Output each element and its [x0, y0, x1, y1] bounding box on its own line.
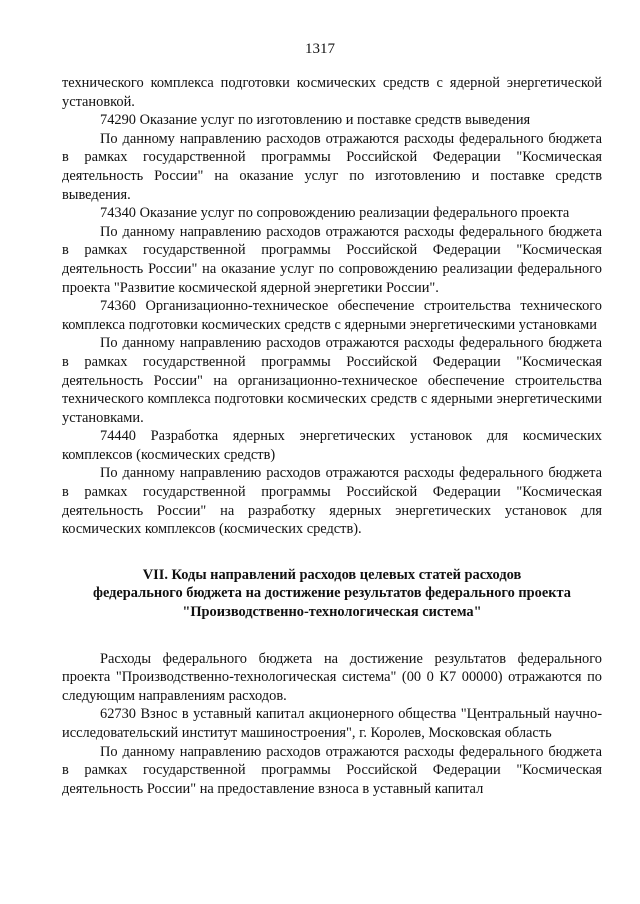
expense-code-heading-74360: 74360 Организационно-техническое обеспечение строительства технического комплекса подготовки космических средств с ядерными энергетическими установками	[62, 298, 602, 333]
expense-code-heading-62730: 62730 Взнос в уставный капитал акционерного общества "Центральный научно-исследовательский институт машиностроения", г. Королев, Московская область	[62, 706, 602, 741]
expense-code-heading-74290: 74290 Оказание услуг по изготовлению и поставке средств выведения	[100, 112, 531, 129]
paragraph-62730-description: По данному направлению расходов отражаются расходы федерального бюджета в рамках государственной программы Российской Федерации "Космическая деятельность России" на предоставление взноса в уставный капитал	[62, 743, 602, 797]
expense-code-heading-74340: 74340 Оказание услуг по сопровождению реализации федерального проекта	[100, 205, 570, 222]
section-heading-line-2: федерального бюджета на достижение результатов федерального проекта	[92, 585, 571, 602]
paragraph-74360-description: По данному направлению расходов отражаются расходы федерального бюджета в рамках государственной программы Российской Федерации "Космическая деятельность России" на организационно-техническое обеспечение строительства технического комплекса подготовки космических средств с ядерными энергетическими установками.	[62, 335, 602, 426]
paragraph-section-intro: Расходы федерального бюджета на достижение результатов федерального проекта "Производственно-технологическая система" (00 0 К7 00000) отражаются по следующим направлениям расходов.	[62, 650, 602, 704]
page-number: 1317	[305, 41, 335, 57]
section-heading-line-3: "Производственно-технологическая система"	[182, 604, 482, 621]
document-body	[62, 74, 602, 798]
expense-code-heading-74440: 74440 Разработка ядерных энергетических установок для космических комплексов (космических средств)	[62, 428, 602, 463]
section-heading	[62, 566, 602, 622]
section-heading-line-1: VII. Коды направлений расходов целевых статей расходов	[142, 566, 522, 583]
paragraph-74440-description: По данному направлению расходов отражаются расходы федерального бюджета в рамках государственной программы Российской Федерации "Космическая деятельность России" на разработку ядерных энергетических установок для космических комплексов (космических средств).	[62, 465, 602, 538]
paragraph-continuation: технического комплекса подготовки космических средств с ядерной энергетической установкой.	[62, 75, 602, 110]
paragraph-74340-description: По данному направлению расходов отражаются расходы федерального бюджета в рамках государственной программы Российской Федерации "Космическая деятельность России" на оказание услуг по сопровождению реализации федерального проекта "Развитие космической ядерной энергетики России".	[62, 223, 602, 296]
paragraph-74290-description: По данному направлению расходов отражаются расходы федерального бюджета в рамках государственной программы Российской Федерации "Космическая деятельность России" на оказание услуг по изготовлению и поставке средств выведения.	[62, 130, 602, 203]
